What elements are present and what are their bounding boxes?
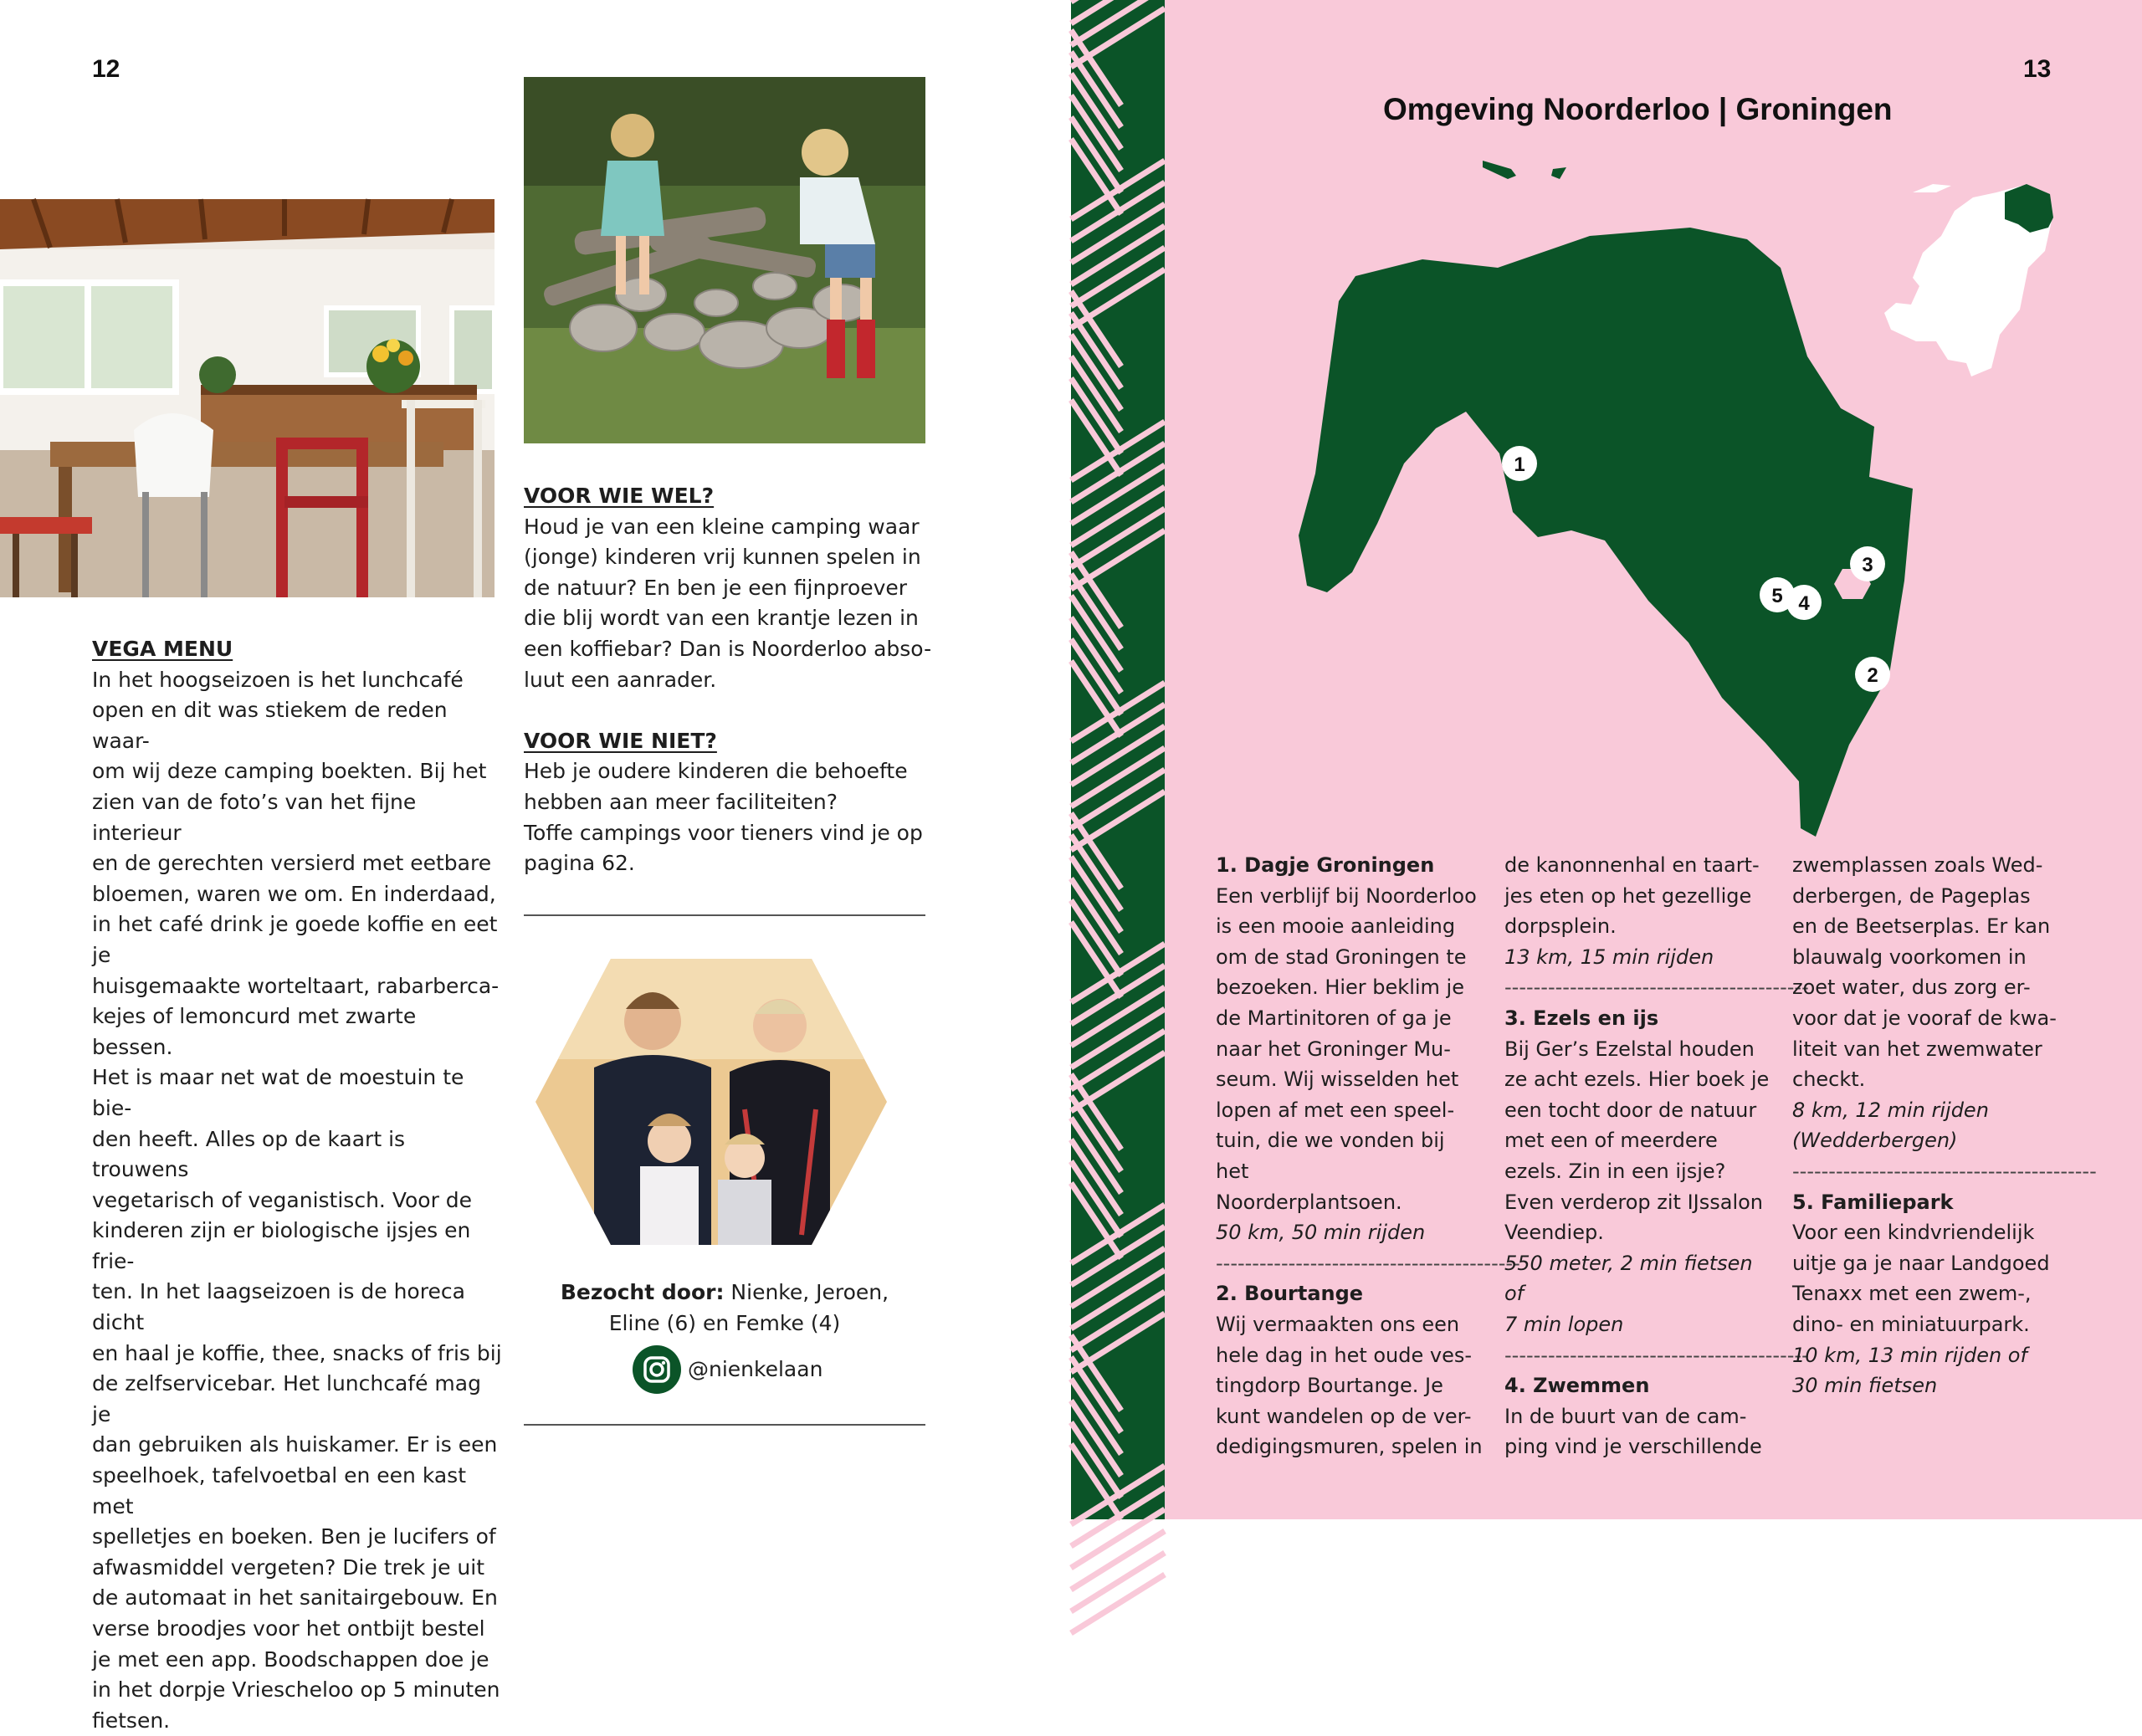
activity-text-line: Noorderplantsoen. bbox=[1216, 1190, 1402, 1214]
text-line: een koffiebar? Dan is Noorderloo abso- bbox=[524, 636, 932, 661]
activity-text-line: Even verderop zit IJssalon bbox=[1504, 1190, 1764, 1214]
activity-text-line: Bij Ger’s Ezelstal houden bbox=[1504, 1037, 1755, 1061]
activity-text-line: ezels. Zin in een ijsje? bbox=[1504, 1159, 1726, 1183]
text-line: om wij deze camping boekten. Bij het bbox=[92, 759, 487, 784]
text-line: verse broodjes voor het ontbijt bestel bbox=[92, 1616, 485, 1641]
activity-text-line: jes eten op het gezellige bbox=[1504, 883, 1752, 908]
activity-text-line: Wij vermaakten ons een bbox=[1216, 1312, 1460, 1336]
voor-wie-wel-text bbox=[524, 512, 934, 696]
map-marker-4 bbox=[1786, 585, 1822, 620]
page-number-right: 13 bbox=[2023, 55, 2052, 83]
activity-separator: ------------------------------------------ bbox=[1216, 1251, 1520, 1275]
activities-column-3 bbox=[1792, 850, 2097, 1401]
activity-text-line: is een mooie aanleiding bbox=[1216, 914, 1456, 939]
activity-text-line: tuin, die we vonden bij het bbox=[1216, 1129, 1445, 1183]
activity-heading: 5. Familiepark bbox=[1792, 1190, 1954, 1214]
activity-separator: ------------------------------------------ bbox=[1504, 976, 1809, 1000]
activity-text-line: ping vind je verschillende bbox=[1504, 1435, 1762, 1459]
map-title: Omgeving Noorderloo | Groningen bbox=[1383, 92, 1893, 126]
activity-text-line: ze acht ezels. Hier boek je bbox=[1504, 1068, 1770, 1092]
activity-text-line: Veendiep. bbox=[1504, 1221, 1604, 1245]
text-line: zien van de foto’s van het fijne interieur bbox=[92, 789, 417, 845]
map-marker-3 bbox=[1850, 546, 1885, 581]
activity-text-line: dino- en miniatuurpark. bbox=[1792, 1312, 2030, 1336]
activity-distance: 8 km, 12 min rijden bbox=[1792, 1098, 1989, 1122]
text-line: vegetarisch of veganistisch. Voor de bbox=[92, 1187, 473, 1212]
activity-text-line: tingdorp Bourtange. Je bbox=[1216, 1374, 1443, 1398]
decorative-stripe-band bbox=[1071, 0, 1165, 1519]
vega-menu-text bbox=[92, 665, 502, 1736]
activity-distance: 7 min lopen bbox=[1504, 1312, 1624, 1336]
text-line: ten. In het laagseizoen is de horeca dicht bbox=[92, 1279, 465, 1335]
cafe-interior-photo bbox=[0, 199, 495, 597]
activity-text-line: zoet water, dus zorg er- bbox=[1792, 976, 2031, 1000]
activity-text-line: lopen af met een speel- bbox=[1216, 1098, 1455, 1122]
voor-wie-wel-heading: VOOR WIE WEL? bbox=[524, 484, 715, 508]
activity-text-line: hele dag in het oude ves- bbox=[1216, 1343, 1473, 1367]
activity-distance: 50 km, 50 min rijden bbox=[1216, 1221, 1426, 1245]
activity-text-line: Een verblijf bij Noorderloo bbox=[1216, 883, 1477, 908]
text-line: dan gebruiken als huiskamer. Er is een bbox=[92, 1432, 498, 1457]
instagram-handle[interactable]: @nienkelaan bbox=[688, 1356, 823, 1381]
groningen-map bbox=[1322, 151, 1916, 837]
map-marker-2 bbox=[1855, 657, 1890, 692]
activity-text-line: derbergen, de Pageplas bbox=[1792, 883, 2031, 908]
activity-text-line: de kanonnenhal en taart- bbox=[1504, 853, 1760, 877]
activity-distance: 550 meter, 2 min fietsen of bbox=[1504, 1251, 1753, 1306]
activity-heading: 4. Zwemmen bbox=[1504, 1374, 1650, 1398]
svg-text:4: 4 bbox=[1798, 592, 1810, 615]
activity-text-line: liteit van het zwemwater bbox=[1792, 1037, 2042, 1061]
activity-text-line: blauwalg voorkomen in bbox=[1792, 945, 2027, 969]
text-line: kejes of lemoncurd met zwarte bessen. bbox=[92, 1004, 417, 1059]
activity-heading: 2. Bourtange bbox=[1216, 1282, 1364, 1306]
text-line: Het is maar net wat de moestuin te bie- bbox=[92, 1065, 464, 1120]
visited-by-label: Bezocht door: bbox=[560, 1280, 725, 1304]
text-line: open en dit was stiekem de reden waar- bbox=[92, 698, 448, 753]
map-marker-1 bbox=[1502, 446, 1537, 481]
visited-by-names-2: Eline (6) en Femke (4) bbox=[608, 1310, 841, 1335]
family-photo bbox=[536, 959, 887, 1245]
visited-by bbox=[524, 1278, 925, 1339]
text-line: fietsen. bbox=[92, 1708, 171, 1733]
text-line: Houd je van een kleine camping waar bbox=[524, 514, 920, 539]
activity-distance: (Wedderbergen) bbox=[1792, 1129, 1958, 1153]
activity-text-line: uitje ga je naar Landgoed bbox=[1792, 1251, 2050, 1275]
activity-text-line: seum. Wij wisselden het bbox=[1216, 1068, 1459, 1092]
activity-heading: 1. Dagje Groningen bbox=[1216, 853, 1435, 877]
divider-bottom bbox=[524, 1424, 925, 1426]
activity-text-line: de Martinitoren of ga je bbox=[1216, 1006, 1452, 1030]
activity-distance: 13 km, 15 min rijden bbox=[1504, 945, 1714, 969]
activity-text-line: zwemplassen zoals Wed- bbox=[1792, 853, 2043, 877]
activity-text-line: In de buurt van de cam- bbox=[1504, 1404, 1747, 1428]
svg-text:5: 5 bbox=[1771, 585, 1783, 607]
text-line: de zelfservicebar. Het lunchcafé mag je bbox=[92, 1371, 481, 1426]
activity-text-line: een tocht door de natuur bbox=[1504, 1098, 1757, 1122]
text-line: bloemen, waren we om. En inderdaad, bbox=[92, 881, 496, 906]
activity-separator: ------------------------------------------ bbox=[1792, 1159, 2097, 1183]
activity-text-line: dedigingsmuren, spelen in bbox=[1216, 1435, 1483, 1459]
text-line: Heb je oudere kinderen die behoefte bbox=[524, 759, 908, 784]
svg-text:1: 1 bbox=[1514, 453, 1525, 476]
activities-column-2 bbox=[1504, 850, 1809, 1462]
text-line: in het dorpje Vriescheloo op 5 minuten bbox=[92, 1677, 500, 1703]
text-line: in het café drink je goede koffie en eet je bbox=[92, 912, 498, 967]
activity-text-line: kunt wandelen op de ver- bbox=[1216, 1404, 1472, 1428]
text-line: luut een aanrader. bbox=[524, 667, 717, 692]
text-line: hebben aan meer faciliteiten? bbox=[524, 789, 838, 814]
activity-text-line: naar het Groninger Mu- bbox=[1216, 1037, 1451, 1061]
vega-menu-section bbox=[92, 634, 502, 1736]
activity-text-line: Voor een kindvriendelijk bbox=[1792, 1221, 2035, 1245]
text-line: In het hoogseizoen is het lunchcafé bbox=[92, 667, 464, 692]
voor-wie-wel-section bbox=[524, 481, 934, 879]
voor-wie-niet-heading: VOOR WIE NIET? bbox=[524, 728, 717, 753]
activity-text-line: checkt. bbox=[1792, 1068, 1866, 1092]
activity-heading: 3. Ezels en ijs bbox=[1504, 1006, 1659, 1030]
text-line: en haal je koffie, thee, snacks of fris bij bbox=[92, 1340, 502, 1365]
svg-text:3: 3 bbox=[1862, 554, 1873, 576]
text-line: speelhoek, tafelvoetbal en een kast met bbox=[92, 1463, 467, 1518]
activity-text-line: met een of meerdere bbox=[1504, 1129, 1718, 1153]
activity-distance: 30 min fietsen bbox=[1792, 1374, 1938, 1398]
activity-separator: ------------------------------------------ bbox=[1504, 1343, 1809, 1367]
text-line: den heeft. Alles op de kaart is trouwens bbox=[92, 1126, 406, 1182]
text-line: spelletjes en boeken. Ben je lucifers of bbox=[92, 1524, 496, 1549]
activity-text-line: voor dat je vooraf de kwa- bbox=[1792, 1006, 2057, 1030]
activity-text-line: Tenaxx met een zwem-, bbox=[1792, 1282, 2032, 1306]
instagram-icon bbox=[633, 1345, 681, 1394]
text-line: je met een app. Boodschappen doe je bbox=[92, 1646, 489, 1672]
visited-by-names-1: Nienke, Jeroen, bbox=[724, 1280, 889, 1304]
activity-text-line: dorpsplein. bbox=[1504, 914, 1617, 939]
activity-text-line: en de Beetserplas. Er kan bbox=[1792, 914, 2051, 939]
activities-column-1 bbox=[1216, 850, 1520, 1462]
text-line: pagina 62. bbox=[524, 851, 635, 876]
text-line: Toffe campings voor tieners vind je op bbox=[524, 820, 923, 845]
activity-text-line: bezoeken. Hier beklim je bbox=[1216, 976, 1464, 1000]
text-line: (jonge) kinderen vrij kunnen spelen in bbox=[524, 545, 921, 570]
text-line: die blij wordt van een krantje lezen in bbox=[524, 606, 919, 631]
activity-text-line: om de stad Groningen te bbox=[1216, 945, 1467, 969]
instagram-link[interactable] bbox=[633, 1345, 822, 1394]
kids-campfire-photo bbox=[524, 77, 925, 443]
text-line: kinderen zijn er biologische ijsjes en frie- bbox=[92, 1218, 471, 1273]
voor-wie-niet-text bbox=[524, 756, 934, 878]
text-line: de natuur? En ben je een fijnproever bbox=[524, 575, 908, 600]
svg-text:2: 2 bbox=[1867, 664, 1878, 687]
vega-menu-heading: VEGA MENU bbox=[92, 637, 233, 661]
text-line: en de gerechten versierd met eetbare bbox=[92, 851, 492, 876]
divider-top bbox=[524, 914, 925, 916]
text-line: huisgemaakte worteltaart, rabarberca- bbox=[92, 973, 500, 998]
text-line: de automaat in het sanitairgebouw. En bbox=[92, 1585, 498, 1611]
text-line: afwasmiddel vergeten? Die trek je uit bbox=[92, 1554, 485, 1580]
activity-distance: 10 km, 13 min rijden of bbox=[1792, 1343, 2027, 1367]
page-number-left: 12 bbox=[92, 55, 120, 83]
